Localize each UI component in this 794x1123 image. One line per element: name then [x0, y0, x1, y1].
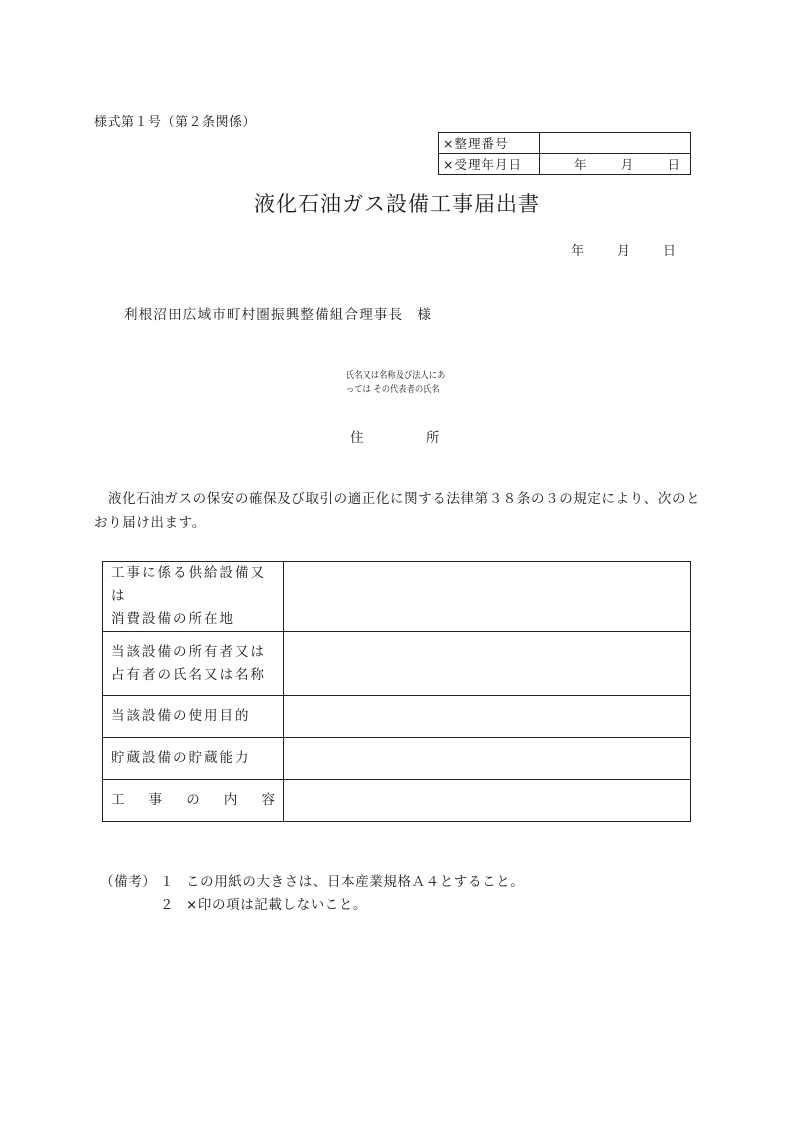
row-label-owner — [103, 632, 284, 696]
location-field[interactable] — [284, 562, 691, 632]
label-line: 占有者の氏名又は名称 — [111, 666, 266, 683]
applicant-name-note — [346, 369, 445, 397]
addressee-honorific: 様 — [417, 307, 433, 323]
filing-date-day: 日 — [663, 244, 677, 259]
table-row — [103, 696, 691, 738]
row-label-purpose: 当該設備の使用目的 — [103, 696, 284, 738]
address-char-2: 所 — [426, 430, 440, 446]
label-char: 事 — [148, 792, 163, 808]
filing-date-month: 月 — [617, 244, 631, 259]
remarks — [100, 871, 524, 917]
work-content-field[interactable] — [284, 780, 691, 822]
table-row — [103, 780, 691, 822]
row-label-location — [103, 562, 284, 632]
label-line: 当該設備の所有者又は — [111, 643, 266, 660]
owner-field[interactable] — [284, 632, 691, 696]
filing-date[interactable] — [571, 240, 676, 259]
reception-box — [438, 132, 691, 175]
declaration-text: 液化石油ガスの保安の確保及び取引の適正化に関する法律第３８条の３の規定により、次のとおり届け出ます。 — [94, 491, 701, 531]
remark-text: この用紙の大きさは、日本産業規格Ａ４とすること。 — [186, 874, 525, 890]
label-char: 工 — [111, 792, 125, 808]
capacity-field[interactable] — [284, 738, 691, 780]
applicant-address-label — [350, 426, 440, 446]
reception-date-month: 月 — [620, 157, 634, 172]
label-line: 工事に係る供給設備又は — [111, 565, 266, 604]
label-line: 消費設備の所在地 — [111, 611, 235, 627]
form-number: 様式第１号（第２条関係） — [94, 115, 257, 130]
table-row — [103, 738, 691, 780]
remarks-heading: （備考） — [100, 874, 157, 890]
document-title: 液化石油ガス設備工事届出書 — [254, 192, 540, 216]
table-row — [103, 562, 691, 632]
reception-date-label: ×受理年月日 — [439, 154, 540, 175]
applicant-name-note-line1: 氏名又は名称及び法人にあ — [346, 371, 446, 381]
purpose-field[interactable] — [284, 696, 691, 738]
row-label-work-content — [103, 780, 284, 822]
table-row — [103, 632, 691, 696]
label-char: 内 — [223, 792, 238, 808]
applicant-name-note-line2: っては その代表者の氏名 — [346, 385, 440, 395]
label-char: 容 — [261, 792, 275, 808]
reception-date-day: 日 — [667, 157, 680, 172]
label-char: の — [186, 792, 200, 808]
details-table — [102, 561, 691, 822]
filing-date-year: 年 — [571, 244, 585, 259]
remark-number: １ — [160, 874, 175, 890]
reception-number-label: ×整理番号 — [439, 133, 540, 154]
row-label-capacity: 貯蔵設備の貯蔵能力 — [103, 738, 284, 780]
reception-date-year: 年 — [574, 157, 587, 172]
reception-date-field[interactable] — [540, 154, 691, 175]
remark-number: ２ — [160, 897, 175, 913]
address-char-1: 住 — [350, 430, 364, 446]
addressee — [124, 303, 432, 323]
reception-number-field[interactable] — [540, 133, 691, 154]
remark-text: ×印の項は記載しないこと。 — [186, 897, 368, 913]
addressee-name: 利根沼田広域市町村圏振興整備組合理事長 — [124, 307, 404, 323]
